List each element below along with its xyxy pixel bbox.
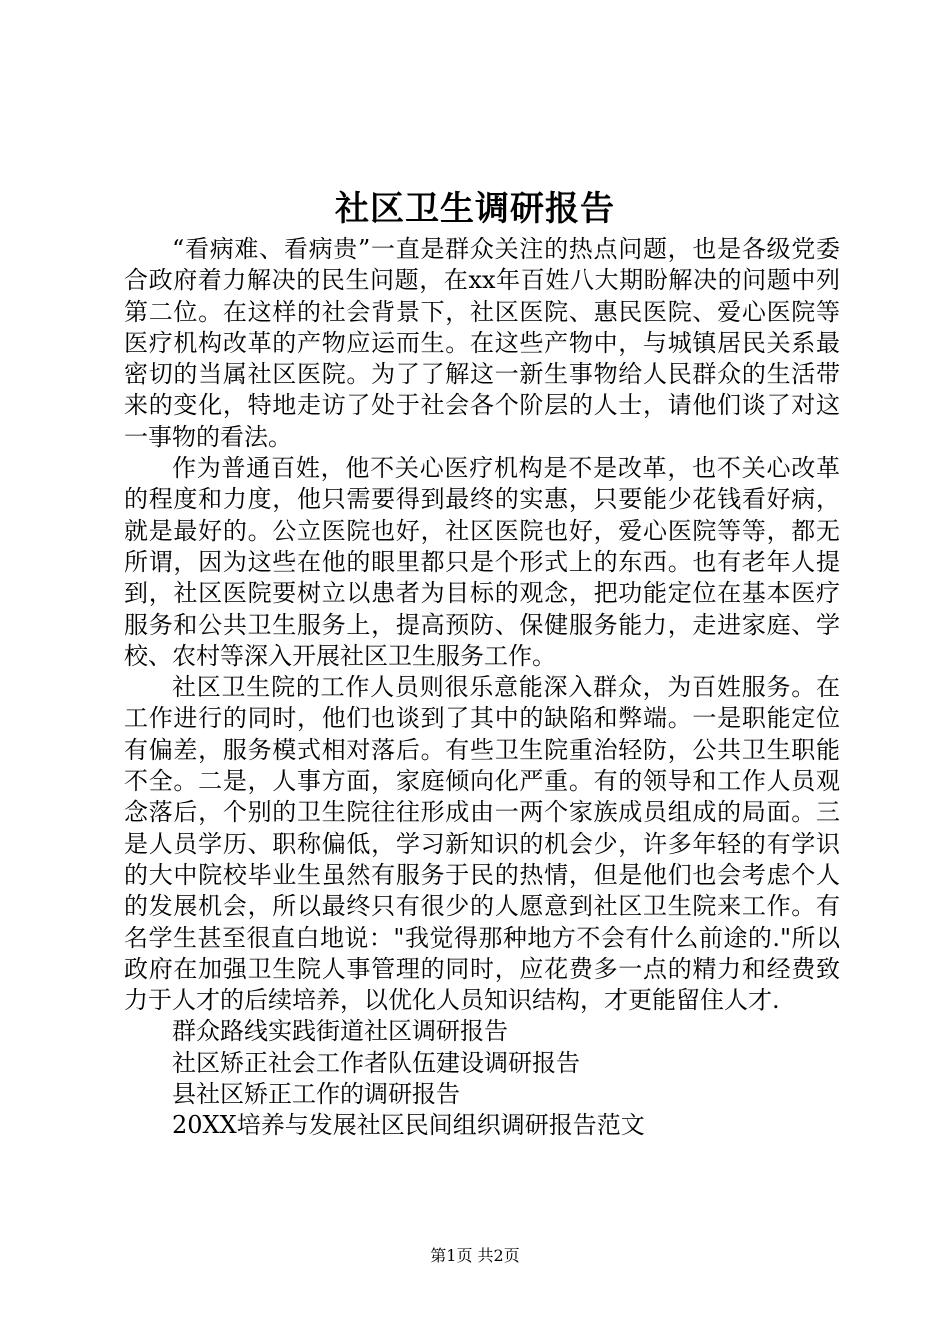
document-body xyxy=(124,234,840,1142)
body-paragraph-2: 作为普通百姓，他不关心医疗机构是不是改革，也不关心改革的程度和力度，他只需要得到最终的实惠，只要能少花钱看好病，就是最好的。公立医院也好，社区医院也好，爱心医院等等，都无所谓，因为这些在他的眼里都只是个形式上的东西。也有老年人提到，社区医院要树立以患者为目标的观念，把功能定位在基本医疗服务和公共卫生服务上，提高预防、保健服务能力，走进家庭、学校、农村等深入开展社区卫生服务工作。 xyxy=(124,454,840,670)
related-title-3: 县社区矫正工作的调研报告 xyxy=(172,1080,460,1109)
related-title-1: 群众路线实践街道社区调研报告 xyxy=(172,1017,508,1046)
page-footer: 第1页 共2页 xyxy=(430,1246,520,1265)
related-title-4: 20XX培养与发展社区民间组织调研报告范文 xyxy=(172,1111,645,1140)
related-title-2: 社区矫正社会工作者队伍建设调研报告 xyxy=(172,1048,580,1077)
document-title: 社区卫生调研报告 xyxy=(335,189,615,229)
body-paragraph-3: 社区卫生院的工作人员则很乐意能深入群众，为百姓服务。在工作进行的同时，他们也谈到了其中的缺陷和弊端。一是职能定位有偏差，服务模式相对落后。有些卫生院重治轻防，公共卫生职能不全。二是，人事方面，家庭倾向化严重。有的领导和工作人员观念落后，个别的卫生院往往形成由一两个家族成员组成的局面。三是人员学历、职称偏低，学习新知识的机会少，许多年轻的有学识的大中院校毕业生虽然有服务于民的热情，但是他们也会考虑个人的发展机会，所以最终只有很少的人愿意到社区卫生院来工作。有名学生甚至很直白地说："我觉得那种地方不会有什么前途的."所以政府在加强卫生院人事管理的同时，应花费多一点的精力和经费致力于人才的后续培养，以优化人员知识结构，才更能留住人才. xyxy=(124,673,840,1015)
body-paragraph-1: “看病难、看病贵”一直是群众关注的热点问题，也是各级党委合政府着力解决的民生问题，在xx年百姓八大期盼解决的问题中列第二位。在这样的社会背景下，社区医院、惠民医院、爱心医院等医疗机构改革的产物应运而生。在这些产物中，与城镇居民关系最密切的当属社区医院。为了了解这一新生事物给人民群众的生活带来的变化，特地走访了处于社会各个阶层的人士，请他们谈了对这一事物的看法。 xyxy=(124,235,840,451)
